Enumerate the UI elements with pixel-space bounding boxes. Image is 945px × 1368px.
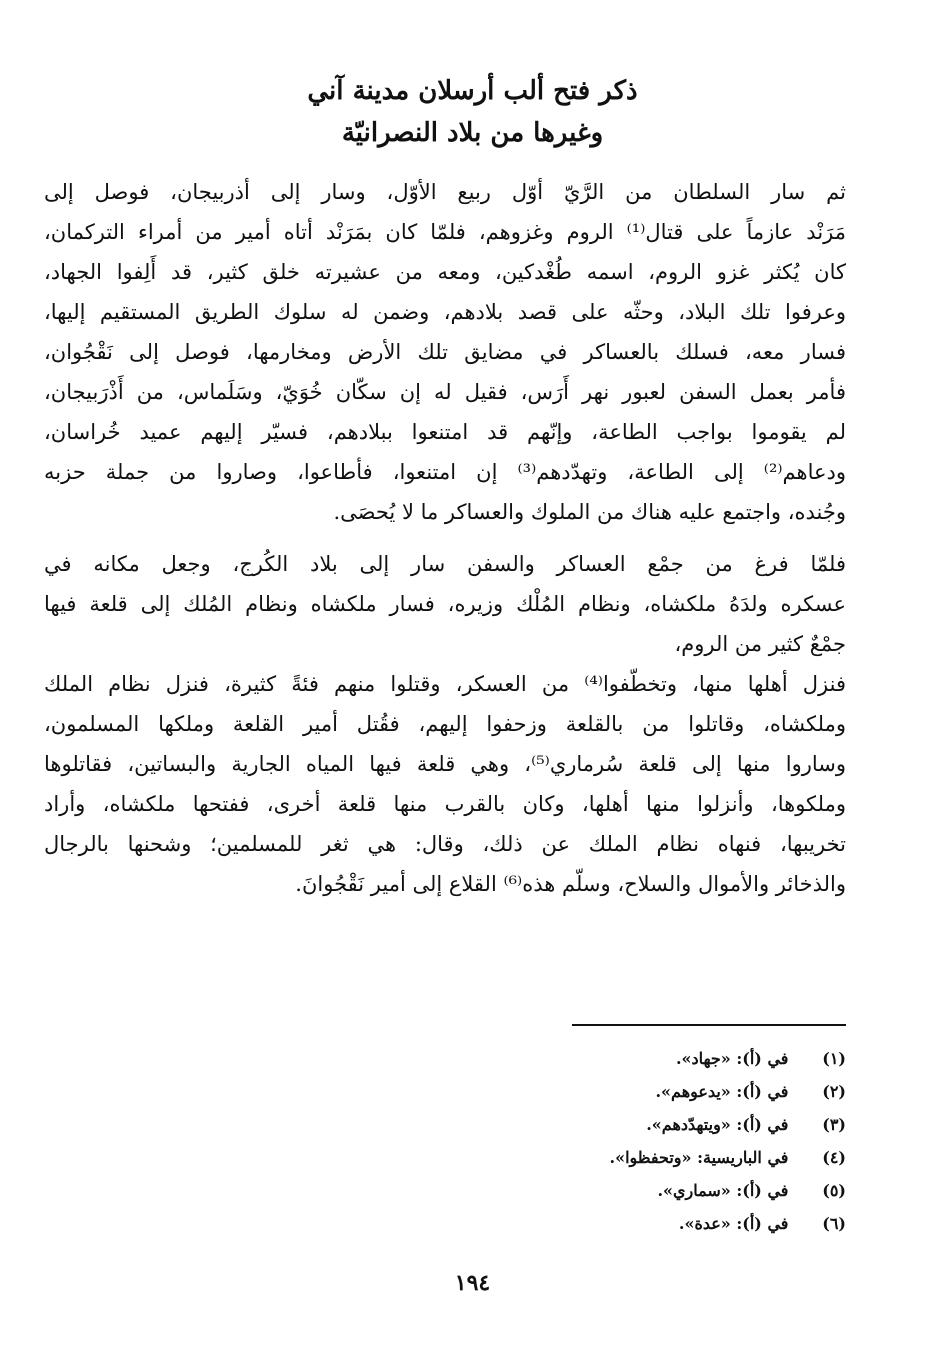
footnote-number: (١) (822, 1049, 846, 1068)
footnote-text: في الباريسية: «وتحفظوا». (609, 1148, 789, 1167)
title-line-1: ذكر فتح ألب أرسلان مدينة آني (307, 76, 638, 106)
footnote-number: (٥) (822, 1181, 846, 1200)
paragraph-1 (44, 172, 846, 532)
chapter-title (0, 70, 945, 154)
footnote-number: (٢) (822, 1082, 846, 1101)
footnote-text: في (أ): «يدعوهم». (655, 1082, 789, 1101)
text-line: عسكره ولدَهُ ملكشاه، ونظام المُلْك وزيره، فسار ملكشاه ونظام المُلك إلى قلعة فيها (44, 592, 846, 616)
text-line: فنزل أهلها منها، وتخطّفوا⁽⁴⁾ من العسكر، وقتلوا منهم فئةً كثيرة، فنزل نظام الملك (44, 672, 846, 696)
footnote-divider (572, 1024, 846, 1026)
footnote-item (500, 1042, 846, 1075)
text-line: ثم سار السلطان من الرَّيّ أوّل ربيع الأوّل، وسار إلى أذربيجان، فوصل إلى (44, 180, 846, 204)
footnotes (500, 1042, 846, 1240)
footnote-text: في (أ): «عدة». (678, 1214, 789, 1233)
paragraph-3 (44, 664, 846, 904)
text-line: فلمّا فرغ من جمْع العساكر والسفن سار إلى بلاد الكُرج، وجعل مكانه في (44, 552, 846, 576)
title-line-2: وغيرها من بلاد النصرانيّة (341, 118, 604, 148)
footnote-item (500, 1174, 846, 1207)
footnote-item (500, 1207, 846, 1240)
text-line: وعرفوا تلك البلاد، وحثّه على قصد بلادهم، وضمن له سلوك الطريق المستقيم إليها، (44, 300, 846, 324)
footnote-number: (٤) (822, 1148, 846, 1167)
paragraph-gap (44, 532, 846, 544)
text-line: وساروا منها إلى قلعة سُرماري⁽⁵⁾، وهي قلعة فيها المياه الجارية والبساتين، فقاتلوها (44, 752, 846, 776)
footnote-number: (٣) (822, 1115, 846, 1134)
text-line: فسار معه، فسلك بالعساكر في مضايق تلك الأرض ومخارمها، فوصل إلى نَقْجُوان، (44, 340, 846, 364)
body-text (44, 172, 846, 904)
text-line: جمْعٌ كثير من الروم، (674, 632, 846, 656)
page-number: ١٩٤ (454, 1270, 491, 1296)
text-line: ودعاهم⁽²⁾ إلى الطاعة، وتهدّدهم⁽³⁾ إن امتنعوا، فأطاعوا، وصاروا من جملة حزبه (44, 460, 846, 484)
text-line: فأمر بعمل السفن لعبور نهر أَرَس، فقيل له إن سكّان خُوَيّ، وسَلَماس، من أَذْرَبيجان، (44, 380, 846, 404)
footnote-number: (٦) (822, 1214, 846, 1233)
text-line: وملكوها، وأنزلوا منها أهلها، وكان بالقرب منها قلعة أخرى، ففتحها ملكشاه، وأراد (44, 792, 846, 816)
footnote-text: في (أ): «ويتهدّدهم». (646, 1115, 789, 1134)
text-line: لم يقوموا بواجب الطاعة، وإنّهم قد امتنعوا ببلادهم، فسيّر إليهم عميد خُراسان، (44, 420, 846, 444)
paragraph-2 (44, 544, 846, 664)
footnote-text: في (أ): «جهاد». (675, 1049, 789, 1068)
text-line: وملكشاه، وقاتلوا من بالقلعة وزحفوا إليهم، فقُتل أمير القلعة وملكها المسلمون، (44, 712, 846, 736)
footnote-item (500, 1141, 846, 1174)
text-line: مَرَنْد عازماً على قتال⁽¹⁾ الروم وغزوهم، فلمّا كان بمَرَنْد أتاه أمير من أمراء التركمان، (44, 220, 846, 244)
text-line: تخريبها، فنهاه نظام الملك عن ذلك، وقال: هي ثغر للمسلمين؛ وشحنها بالرجال (44, 832, 846, 856)
footnote-item (500, 1108, 846, 1141)
footnote-text: في (أ): «سماري». (657, 1181, 789, 1200)
text-line: والذخائر والأموال والسلاح، وسلّم هذه⁽⁶⁾ القلاع إلى أمير نَقْجُوانَ. (295, 872, 846, 896)
text-line: كان يُكثر غزو الروم، اسمه طُغْدكين، ومعه من عشيرته خلق كثير، قد أَلِفوا الجهاد، (44, 260, 846, 284)
text-line: وجُنده، واجتمع عليه هناك من الملوك والعساكر ما لا يُحصَى. (333, 500, 846, 524)
footnote-item (500, 1075, 846, 1108)
